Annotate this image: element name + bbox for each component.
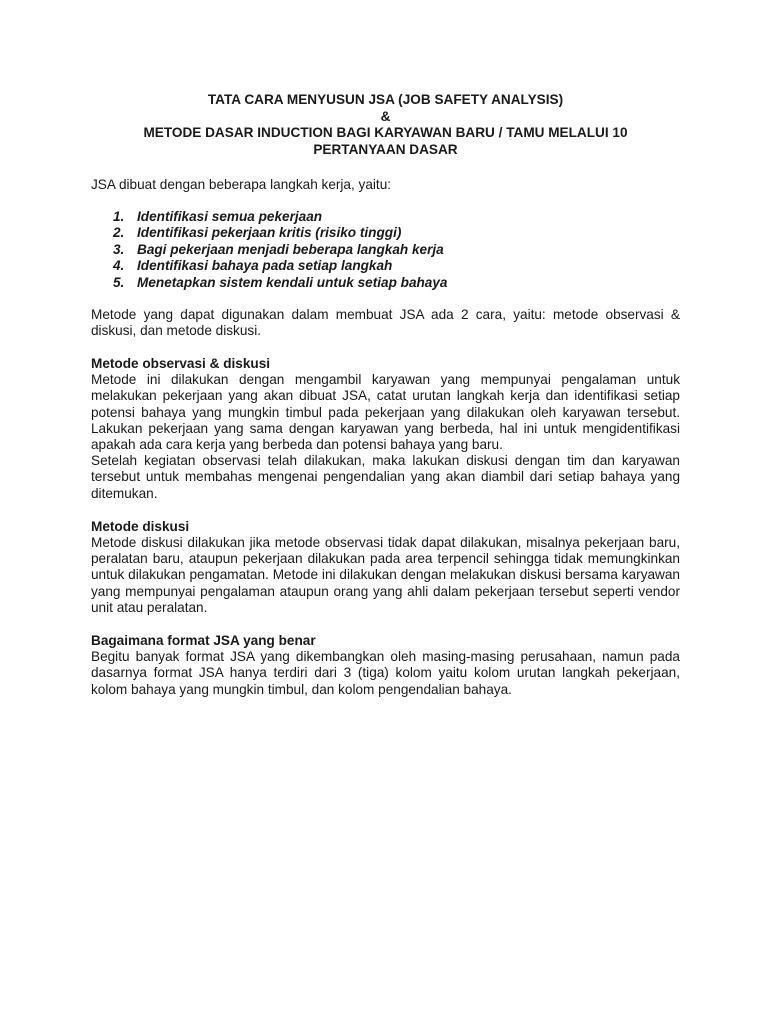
step-text: Identifikasi bahaya pada setiap langkah [137,258,393,274]
steps-list [91,209,680,292]
intro-text: JSA dibuat dengan beberapa langkah kerja, yaitu: [91,177,392,193]
step-number: 2. [113,225,125,241]
title-line-2: & [380,108,391,124]
step-number: 4. [113,258,125,274]
step-number: 5. [113,274,125,290]
step-text: Identifikasi pekerjaan kritis (risiko tinggi) [137,225,402,241]
step-number: 3. [113,241,125,257]
section-discussion [91,519,680,616]
title-line-1: TATA CARA MENYUSUN JSA (JOB SAFETY ANALYSIS) [207,92,564,107]
section-jsa-format [91,633,680,698]
list-item [91,258,680,275]
step-number: 1. [113,208,125,224]
section-observation-discussion [91,356,680,502]
section-paragraph: Begitu banyak format JSA yang dikembangkan oleh masing-masing perusahaan, namun pada dasarnya format JSA hanya terdiri dari 3 (tiga) kolom yaitu kolom urutan langkah pekerjaan, kolom bahaya yang mungkin timbul, dan kolom pengendalian bahaya. [91,649,680,697]
list-item [91,275,680,292]
section-paragraph: Metode diskusi dilakukan jika metode observasi tidak dapat dilakukan, misalnya pekerjaan baru, peralatan baru, ataupun pekerjaan dilakukan pada area terpencil sehingga tidak memungkinkan untuk dilakukan pengamatan. Metode ini dilakukan dengan melakukan diskusi bersama karyawan yang mempunyai pengalaman ataupun orang yang ahli dalam pekerjaan tersebut seperti vendor unit atau peralatan. [91,534,680,615]
list-item [91,242,680,259]
section-paragraph: Setelah kegiatan observasi telah dilakukan, maka lakukan diskusi dengan tim dan karyawan tersebut untuk membahas mengenai pengendalian yang akan diambil dari setiap bahaya yang ditemukan. [91,453,680,501]
step-text: Identifikasi semua pekerjaan [137,208,323,224]
list-item [91,225,680,242]
list-item [91,209,680,226]
methods-intro-paragraph: Metode yang dapat digunakan dalam membuat JSA ada 2 cara, yaitu: metode observasi & diskusi, dan metode diskusi. [91,306,680,338]
section-paragraph: Metode ini dilakukan dengan mengambil karyawan yang mempunyai pengalaman untuk melakukan pekerjaan yang akan dibuat JSA, catat urutan langkah kerja dan identifikasi setiap potensi bahaya yang mungkin timbul pada pekerjaan yang dilakukan oleh karyawan tersebut. Lakukan pekerjaan yang sama dengan karyawan yang berbeda, hal ini untuk mengidentifikasi apakah ada cara kerja yang berbeda dan potensi bahaya yang baru. [91,372,680,452]
section-heading: Bagaimana format JSA yang benar [91,633,316,648]
section-heading: Metode diskusi [91,518,190,534]
document-title [91,92,680,158]
step-text: Bagi pekerjaan menjadi beberapa langkah kerja [137,241,444,257]
step-text: Menetapkan sistem kendali untuk setiap bahaya [137,274,448,290]
section-heading: Metode observasi & diskusi [91,355,271,371]
title-line-4: PERTANYAAN DASAR [313,141,458,157]
title-line-3: METODE DASAR INDUCTION BAGI KARYAWAN BARU / TAMU MELALUI 10 [143,125,628,141]
